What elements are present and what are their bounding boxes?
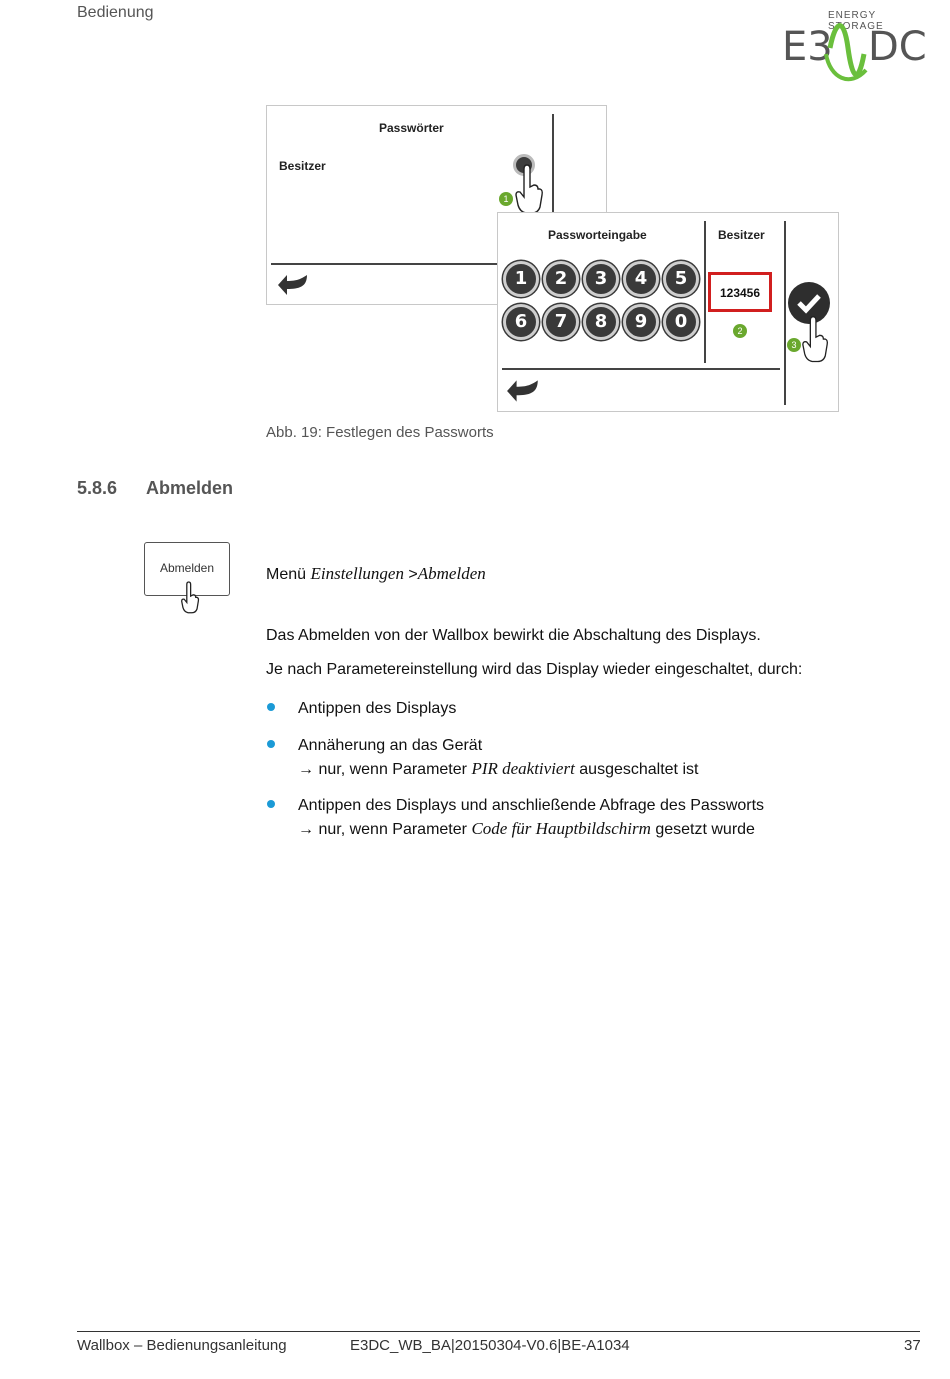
parameter-name: Code für Hauptbildschirm — [471, 819, 651, 838]
footer-doc-id: E3DC_WB_BA|20150304-V0.6|BE-A1034 — [350, 1337, 630, 1354]
e3dc-logo — [780, 8, 927, 90]
parameter-name: PIR deaktiviert — [471, 759, 575, 778]
key-4[interactable]: 4 — [623, 261, 659, 297]
arrow-icon: → — [298, 821, 314, 838]
owner-row-label: Besitzer — [279, 159, 326, 173]
menu-prefix: Menü — [266, 566, 307, 583]
bullet-item-3-note — [298, 817, 764, 841]
password-entry-title: Passworteingabe — [548, 228, 647, 242]
pointing-hand-icon — [801, 316, 829, 364]
bullet-item-2-text: Annäherung an das Gerät — [298, 737, 483, 754]
paragraph-2: Je nach Parametereinstellung wird das Display wieder eingeschaltet, durch: — [266, 661, 803, 678]
owner-label: Besitzer — [718, 228, 765, 242]
menu-path — [266, 564, 486, 584]
password-value: 123456 — [719, 286, 761, 300]
password-figure — [266, 105, 841, 415]
menu-separator: > — [408, 566, 418, 583]
key-3[interactable]: 3 — [583, 261, 619, 297]
menu-item-einstellungen: Einstellungen — [310, 564, 404, 583]
svg-text:DC: DC — [868, 24, 927, 70]
bullet-item-2 — [298, 734, 698, 781]
menu-item-abmelden: Abmelden — [417, 564, 486, 583]
key-5[interactable]: 5 — [663, 261, 699, 297]
bullet-item-2-note — [298, 757, 698, 781]
key-2[interactable]: 2 — [543, 261, 579, 297]
step-badge-1: 1 — [499, 192, 513, 206]
footer-rule — [77, 1331, 920, 1332]
bullet-dot — [267, 703, 275, 711]
password-entry-screen — [497, 212, 839, 412]
section-number: 5.8.6 — [77, 478, 118, 498]
key-7[interactable]: 7 — [543, 304, 579, 340]
bullet-item-3-text: Antippen des Displays und anschließende Abfrage des Passworts — [298, 797, 765, 814]
key-0[interactable]: 0 — [663, 304, 699, 340]
key-8[interactable]: 8 — [583, 304, 619, 340]
page-number: 37 — [904, 1337, 921, 1354]
note-suffix: ausgeschaltet ist — [579, 761, 699, 778]
footer-title: Wallbox – Bedienungsanleitung — [77, 1337, 287, 1354]
pointing-hand-icon — [180, 582, 200, 614]
paragraph-1: Das Abmelden von der Wallbox bewirkt die Abschaltung des Displays. — [266, 627, 761, 644]
bullet-dot — [267, 740, 275, 748]
bullet-item-1: Antippen des Displays — [298, 700, 457, 717]
keypad — [503, 261, 703, 347]
step-badge-2: 2 — [733, 324, 747, 338]
logout-button-label: Abmelden — [159, 561, 215, 575]
running-header: Bedienung — [77, 4, 154, 21]
step-badge-3: 3 — [787, 338, 801, 352]
pointing-hand-icon — [514, 165, 544, 215]
note-suffix: gesetzt wurde — [655, 821, 755, 838]
back-arrow-icon — [506, 376, 542, 406]
key-6[interactable]: 6 — [503, 304, 539, 340]
bullet-dot — [267, 800, 275, 808]
passwords-title: Passwörter — [379, 121, 444, 135]
back-arrow-icon — [277, 271, 311, 299]
key-9[interactable]: 9 — [623, 304, 659, 340]
logo-tagline: ENERGY STORAGE — [828, 10, 884, 32]
bullet-item-3 — [298, 794, 764, 841]
note-prefix: nur, wenn Parameter — [318, 761, 467, 778]
section-title: Abmelden — [146, 478, 234, 498]
password-display — [708, 272, 772, 312]
figure-caption: Abb. 19: Festlegen des Passworts — [266, 424, 494, 441]
key-1[interactable]: 1 — [503, 261, 539, 297]
svg-text:E3: E3 — [782, 24, 833, 70]
arrow-icon: → — [298, 761, 314, 778]
note-prefix: nur, wenn Parameter — [318, 821, 467, 838]
